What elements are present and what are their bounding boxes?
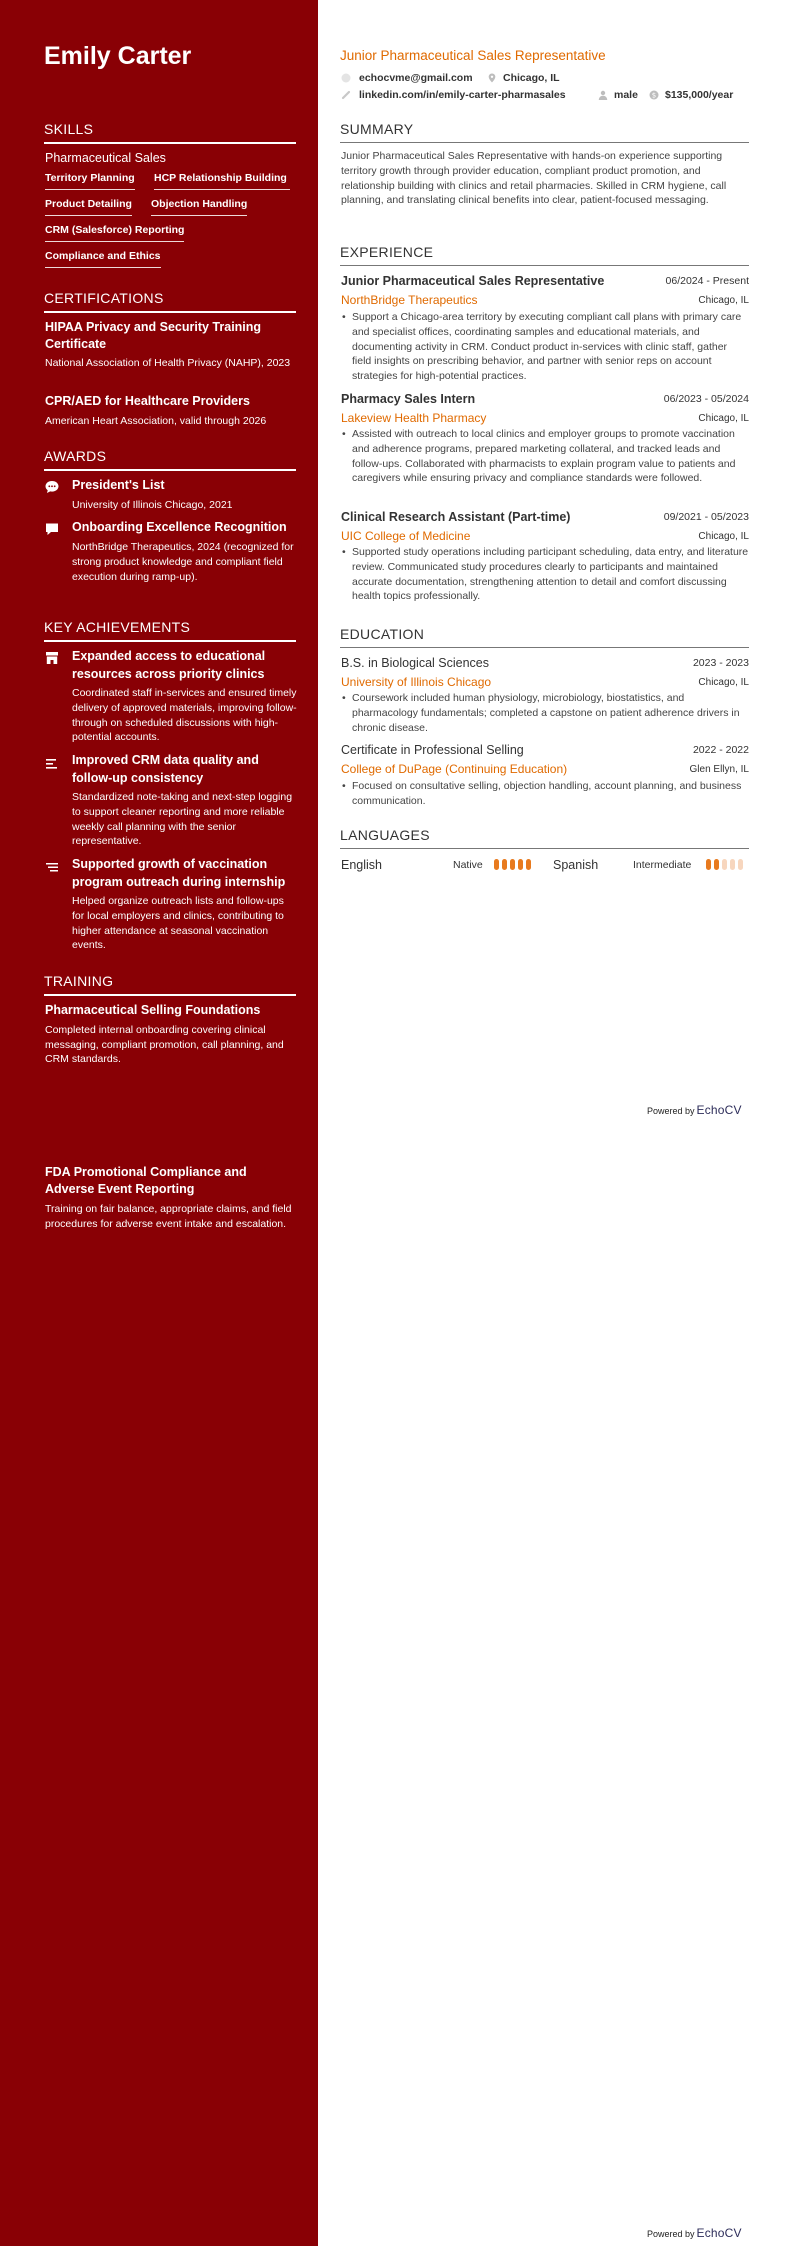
job-company: NorthBridge Therapeutics: [341, 293, 478, 307]
headline: Junior Pharmaceutical Sales Representative: [340, 48, 606, 63]
education-date: 2023 - 2023: [692, 657, 749, 669]
rating-dot: [526, 859, 531, 870]
salary-icon: [649, 90, 659, 100]
experience-heading: EXPERIENCE: [340, 244, 749, 266]
contact-email[interactable]: echocvme@gmail.com: [359, 72, 473, 84]
languages-heading: LANGUAGES: [340, 827, 749, 849]
job-date: 06/2024 - Present: [665, 275, 749, 287]
chat-bubble-icon: [44, 521, 60, 537]
certification-issuer: American Heart Association, valid through 2026: [45, 415, 267, 427]
skill-tag: HCP Relationship Building: [154, 172, 290, 190]
storefront-icon: [44, 650, 60, 666]
job-title: Clinical Research Assistant (Part-time): [341, 510, 571, 524]
education-location: Chicago, IL: [698, 677, 749, 688]
rating-dot: [714, 859, 719, 870]
rating-dot: [706, 859, 711, 870]
training-title: Pharmaceutical Selling Foundations: [45, 1003, 261, 1017]
achievement-text: Standardized note-taking and next-step logging to support cleaner reporting and more reliable weekly call planning with the senior representative.: [72, 791, 293, 848]
job-company: Lakeview Health Pharmacy: [341, 411, 487, 425]
achievement-title: Supported growth of vaccination program outreach during internship: [72, 857, 286, 889]
summary-heading: SUMMARY: [340, 121, 749, 143]
bullet-dot: •: [342, 311, 346, 323]
awards-heading: AWARDS: [44, 448, 296, 471]
award-title: President's List: [72, 478, 165, 492]
brand-logo[interactable]: EchoCV: [696, 1103, 742, 1117]
language-name: Spanish: [553, 858, 599, 872]
contact-salary: $135,000/year: [665, 89, 734, 101]
svg-text:$: $: [651, 91, 657, 100]
chat-bubble-icon: [44, 479, 60, 495]
education-title: Certificate in Professional Selling: [341, 743, 524, 757]
email-icon: [341, 73, 351, 83]
brand-logo[interactable]: EchoCV: [696, 2226, 742, 2240]
skill-tag: CRM (Salesforce) Reporting: [45, 224, 184, 242]
job-location: Chicago, IL: [698, 295, 749, 306]
bullet-dot: •: [342, 780, 346, 792]
rating-dot: [510, 859, 515, 870]
job-date: 09/2021 - 05/2023: [663, 511, 749, 523]
job-location: Chicago, IL: [698, 531, 749, 542]
education-institution: College of DuPage (Continuing Education): [341, 762, 568, 776]
language-rating: [706, 859, 743, 870]
job-location: Chicago, IL: [698, 413, 749, 424]
education-date: 2022 - 2022: [692, 744, 749, 756]
powered-by-text: Powered by: [647, 2229, 695, 2239]
achievement-title: Expanded access to educational resources across priority clinics: [72, 649, 266, 681]
training-title: FDA Promotional Compliance and Adverse Event Reporting: [45, 1165, 247, 1196]
job-description: Supported study operations including participant scheduling, data entry, and literature review. Communicated study procedures clearly to participants and maintained accurate documentation, strengthening attention to detail and comfort discussing health topics professionally.: [352, 546, 749, 603]
language-name: English: [341, 858, 382, 872]
link-icon: [341, 90, 351, 100]
powered-by-text: Powered by: [647, 1106, 695, 1116]
contact-location: Chicago, IL: [503, 72, 560, 84]
job-description: Support a Chicago-area territory by executing compliant call plans with primary care and specialist offices, coordinating samples and educational materials, and documenting activity in CRM. Conduct product in-services with clinic staff, gather field insights on prescribing behavior, and partner with senior reps on account strategies for high-potential practices.: [352, 311, 742, 383]
skill-tag: Territory Planning: [45, 172, 135, 190]
certification-issuer: National Association of Health Privacy (NAHP), 2023: [45, 357, 291, 369]
rating-dot: [494, 859, 499, 870]
text-lines-icon: [44, 756, 60, 772]
education-heading: EDUCATION: [340, 626, 749, 648]
certification-title: CPR/AED for Healthcare Providers: [45, 394, 250, 408]
certifications-heading: CERTIFICATIONS: [44, 290, 296, 313]
job-company: UIC College of Medicine: [341, 529, 471, 543]
rating-dot: [518, 859, 523, 870]
language-level: Native: [453, 859, 483, 871]
job-description: Assisted with outreach to local clinics and employer groups to promote vaccination and adherence programs, prepared marketing collateral, and tracked leads and follow-ups. Collaborated with pharmacists to explain program value to patients and caregivers while ensuring privacy and compliance standards were followed.: [352, 428, 736, 485]
training-heading: TRAINING: [44, 973, 296, 996]
list-lines-icon: [44, 860, 60, 876]
skill-tag: Objection Handling: [151, 198, 247, 216]
skill-tag: Compliance and Ethics: [45, 250, 161, 268]
summary-text: Junior Pharmaceutical Sales Representative with hands-on experience supporting territory growth through provider education, compliant product promotion, and relationship building with clinics and retail pharmacies. Skilled in CRM hygiene, call planning, and translating clinical benefits into clear, patient-focused messaging.: [341, 150, 727, 207]
bullet-dot: •: [342, 428, 346, 440]
job-title: Pharmacy Sales Intern: [341, 392, 476, 406]
skills-heading: SKILLS: [44, 121, 296, 144]
achievement-title: Improved CRM data quality and follow-up consistency: [72, 753, 259, 785]
contact-linkedin[interactable]: linkedin.com/in/emily-carter-pharmasales: [359, 89, 566, 101]
award-text: NorthBridge Therapeutics, 2024 (recognized for strong product knowledge and compliant field execution during ramp-up).: [72, 541, 294, 583]
rating-dot: [730, 859, 735, 870]
education-location: Glen Ellyn, IL: [689, 764, 749, 775]
rating-dot: [722, 859, 727, 870]
award-title: Onboarding Excellence Recognition: [72, 520, 287, 534]
language-level: Intermediate: [633, 859, 692, 871]
education-description: Focused on consultative selling, objection handling, account planning, and business communication.: [352, 780, 742, 807]
education-title: B.S. in Biological Sciences: [341, 656, 489, 670]
bullet-dot: •: [342, 546, 346, 558]
training-text: Completed internal onboarding covering clinical messaging, compliant promotion, call planning, and CRM standards.: [45, 1024, 284, 1065]
powered-by: [647, 2226, 742, 2240]
job-date: 06/2023 - 05/2024: [663, 393, 749, 405]
bullet-dot: •: [342, 692, 346, 704]
skill-tag: Product Detailing: [45, 198, 132, 216]
achievements-heading: KEY ACHIEVEMENTS: [44, 619, 296, 642]
achievement-text: Helped organize outreach lists and follow-ups for local employers and clinics, contributing to higher attendance at seasonal vaccination events.: [72, 895, 284, 952]
training-text: Training on fair balance, appropriate claims, and field procedures for adverse event intake and escalation.: [45, 1203, 292, 1230]
sidebar: [0, 0, 318, 2246]
achievement-text: Coordinated staff in-services and ensured timely delivery of approved materials, improving follow-through on scheduled discussions with high-potential accounts.: [72, 687, 297, 744]
location-pin-icon: [487, 73, 497, 83]
rating-dot: [502, 859, 507, 870]
contact-gender: male: [614, 89, 638, 101]
rating-dot: [738, 859, 743, 870]
certification-title: HIPAA Privacy and Security Training Certificate: [45, 320, 262, 351]
candidate-name: Emily Carter: [44, 42, 192, 70]
award-text: University of Illinois Chicago, 2021: [72, 499, 233, 511]
education-institution: University of Illinois Chicago: [341, 675, 492, 689]
person-icon: [598, 90, 608, 100]
job-title: Junior Pharmaceutical Sales Representative: [341, 274, 605, 288]
skill-main: Pharmaceutical Sales: [45, 151, 166, 165]
powered-by: [647, 1103, 742, 1117]
education-description: Coursework included human physiology, microbiology, biostatistics, and pharmacology fundamentals; completed a capstone on patient adherence drivers in chronic disease.: [352, 692, 740, 734]
language-rating: [494, 859, 531, 870]
